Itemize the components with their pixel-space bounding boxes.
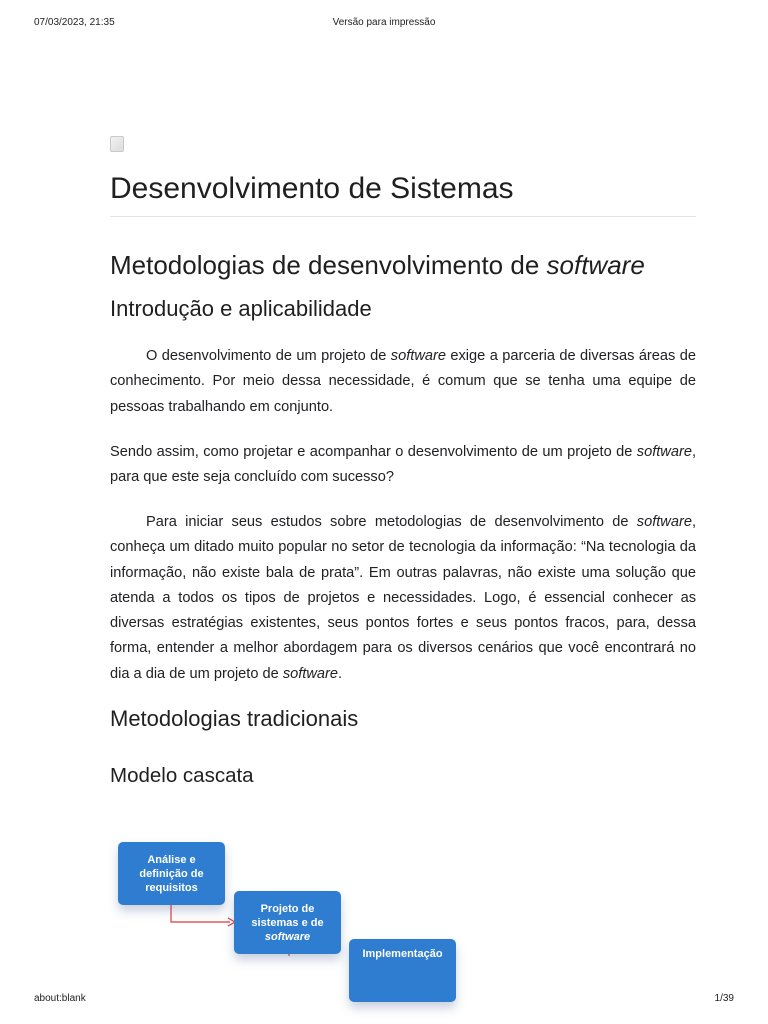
step-implementation: Implementação bbox=[349, 939, 456, 1002]
paragraph-intro: O desenvolvimento de um projeto de software exige a parceria de diversas áreas de conhecimento. Por meio dessa necessidade, é comum que se tenha uma equipe de pessoas trabalhando em conjunto. bbox=[110, 348, 696, 415]
page-number: 1/39 bbox=[714, 993, 734, 1004]
arrow-1-to-2 bbox=[170, 904, 236, 928]
broken-image-icon bbox=[110, 136, 124, 152]
heading-traditional-methods: Metodologias tradicionais bbox=[110, 706, 359, 731]
paragraph-silver-bullet: Para iniciar seus estudos sobre metodologias de desenvolvimento de software, conheça um ditado muito popular no setor de tecnologia da informação: “Na tecnologia da informação, não existe bala de prata”. Em outras palavras, não existe uma solução que atenda a todos os tipos de projetos e necessidades. Logo, é essencial conhecer as diversas estratégias existentes, seus pontos fortes e seus pontos fracos, para, dessa forma, entender a melhor abordagem para os diversos cenários que você encontrará no dia a dia de um projeto de software. bbox=[110, 514, 696, 682]
paragraph-question: Sendo assim, como projetar e acompanhar o desenvolvimento de um projeto de software, para que este seja concluído com sucesso? bbox=[110, 444, 696, 486]
print-url: about:blank bbox=[34, 993, 86, 1004]
print-date: 07/03/2023, 21:35 bbox=[34, 17, 115, 28]
document-content bbox=[110, 0, 696, 956]
subsection-heading: Introdução e aplicabilidade bbox=[110, 296, 372, 321]
title-divider bbox=[110, 216, 696, 217]
step-analysis-requirements: Análise e definição de requisitos bbox=[118, 842, 225, 905]
step-system-software-design: Projeto de sistemas e de software bbox=[234, 891, 341, 954]
waterfall-diagram bbox=[118, 842, 478, 960]
document-title: Desenvolvimento de Sistemas bbox=[110, 172, 514, 205]
heading-waterfall-model: Modelo cascata bbox=[110, 764, 254, 787]
section-heading: Metodologias de desenvolvimento de software bbox=[110, 250, 645, 280]
print-footer bbox=[34, 993, 734, 1007]
print-title: Versão para impressão bbox=[332, 17, 436, 28]
